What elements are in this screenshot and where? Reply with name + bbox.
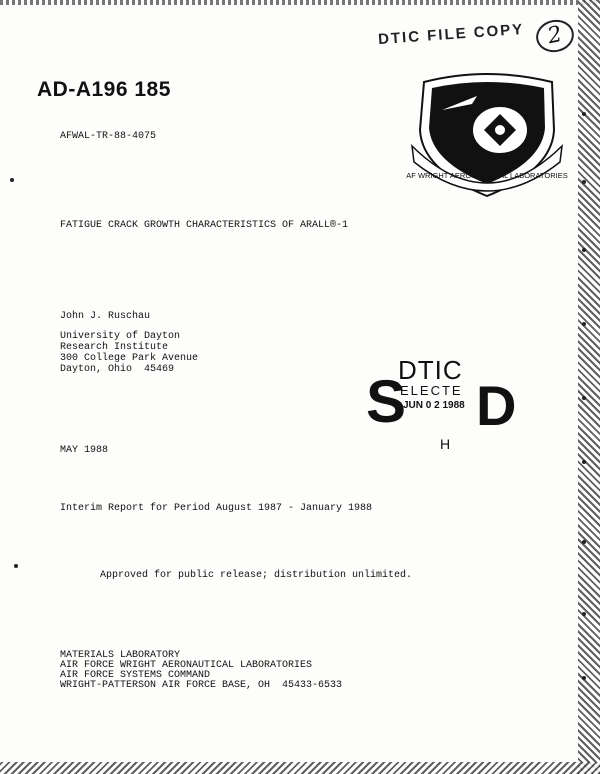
report-period: Interim Report for Period August 1987 - January 1988 [60,503,373,514]
file-copy-stamp: DTIC FILE COPY [377,20,525,49]
dtic-stamp-d: D [476,374,517,437]
scan-dot [582,540,586,544]
scan-dot [582,676,586,680]
lab-line: AIR FORCE SYSTEMS COMMAND [60,670,211,681]
report-number: AFWAL-TR-88-4075 [60,131,157,142]
affiliation-line: 300 College Park Avenue [60,353,199,364]
scan-dot [14,564,18,568]
accession-number: AD-A196 185 [37,78,171,101]
scan-dot [582,248,586,252]
distribution-statement: Approved for public release; distribution unlimited. [100,570,413,581]
scan-edge-bottom [0,762,600,774]
affiliation-line: University of Dayton [60,331,181,342]
scan-dot [582,396,586,400]
scan-dot [582,612,586,616]
copy-number-circle: 2 [533,16,577,55]
scan-edge-top [0,0,600,5]
report-title: FATIGUE CRACK GROWTH CHARACTERISTICS OF ARALL®-1 [60,220,349,231]
dtic-stamp-electe: ELECTE [400,383,463,398]
scan-dot [582,322,586,326]
lab-line: WRIGHT-PATTERSON AIR FORCE BASE, OH 45433-6533 [60,680,343,691]
scan-edge-right [578,0,600,774]
author-name: John J. Ruschau [60,311,151,322]
affiliation-line: Dayton, Ohio 45469 [60,364,175,375]
scan-dot [582,460,586,464]
dtic-stamp-title: DTIC [398,355,463,385]
report-date: MAY 1988 [60,445,109,456]
affiliation-line: Research Institute [60,342,169,353]
dtic-stamp-date: JUN 0 2 1988 [403,400,465,411]
laboratory-seal-icon [402,70,572,200]
dtic-stamp-mark: H [440,436,451,452]
lab-line: AIR FORCE WRIGHT AERONAUTICAL LABORATORIES [60,660,313,671]
scan-dot [582,180,586,184]
seal-text: AF WRIGHT AERONAUTICAL LABORATORIES [406,171,568,180]
scan-dot [10,178,14,182]
lab-line: MATERIALS LABORATORY [60,650,181,661]
dtic-stamp-s: S [366,368,407,435]
scan-dot [582,112,586,116]
